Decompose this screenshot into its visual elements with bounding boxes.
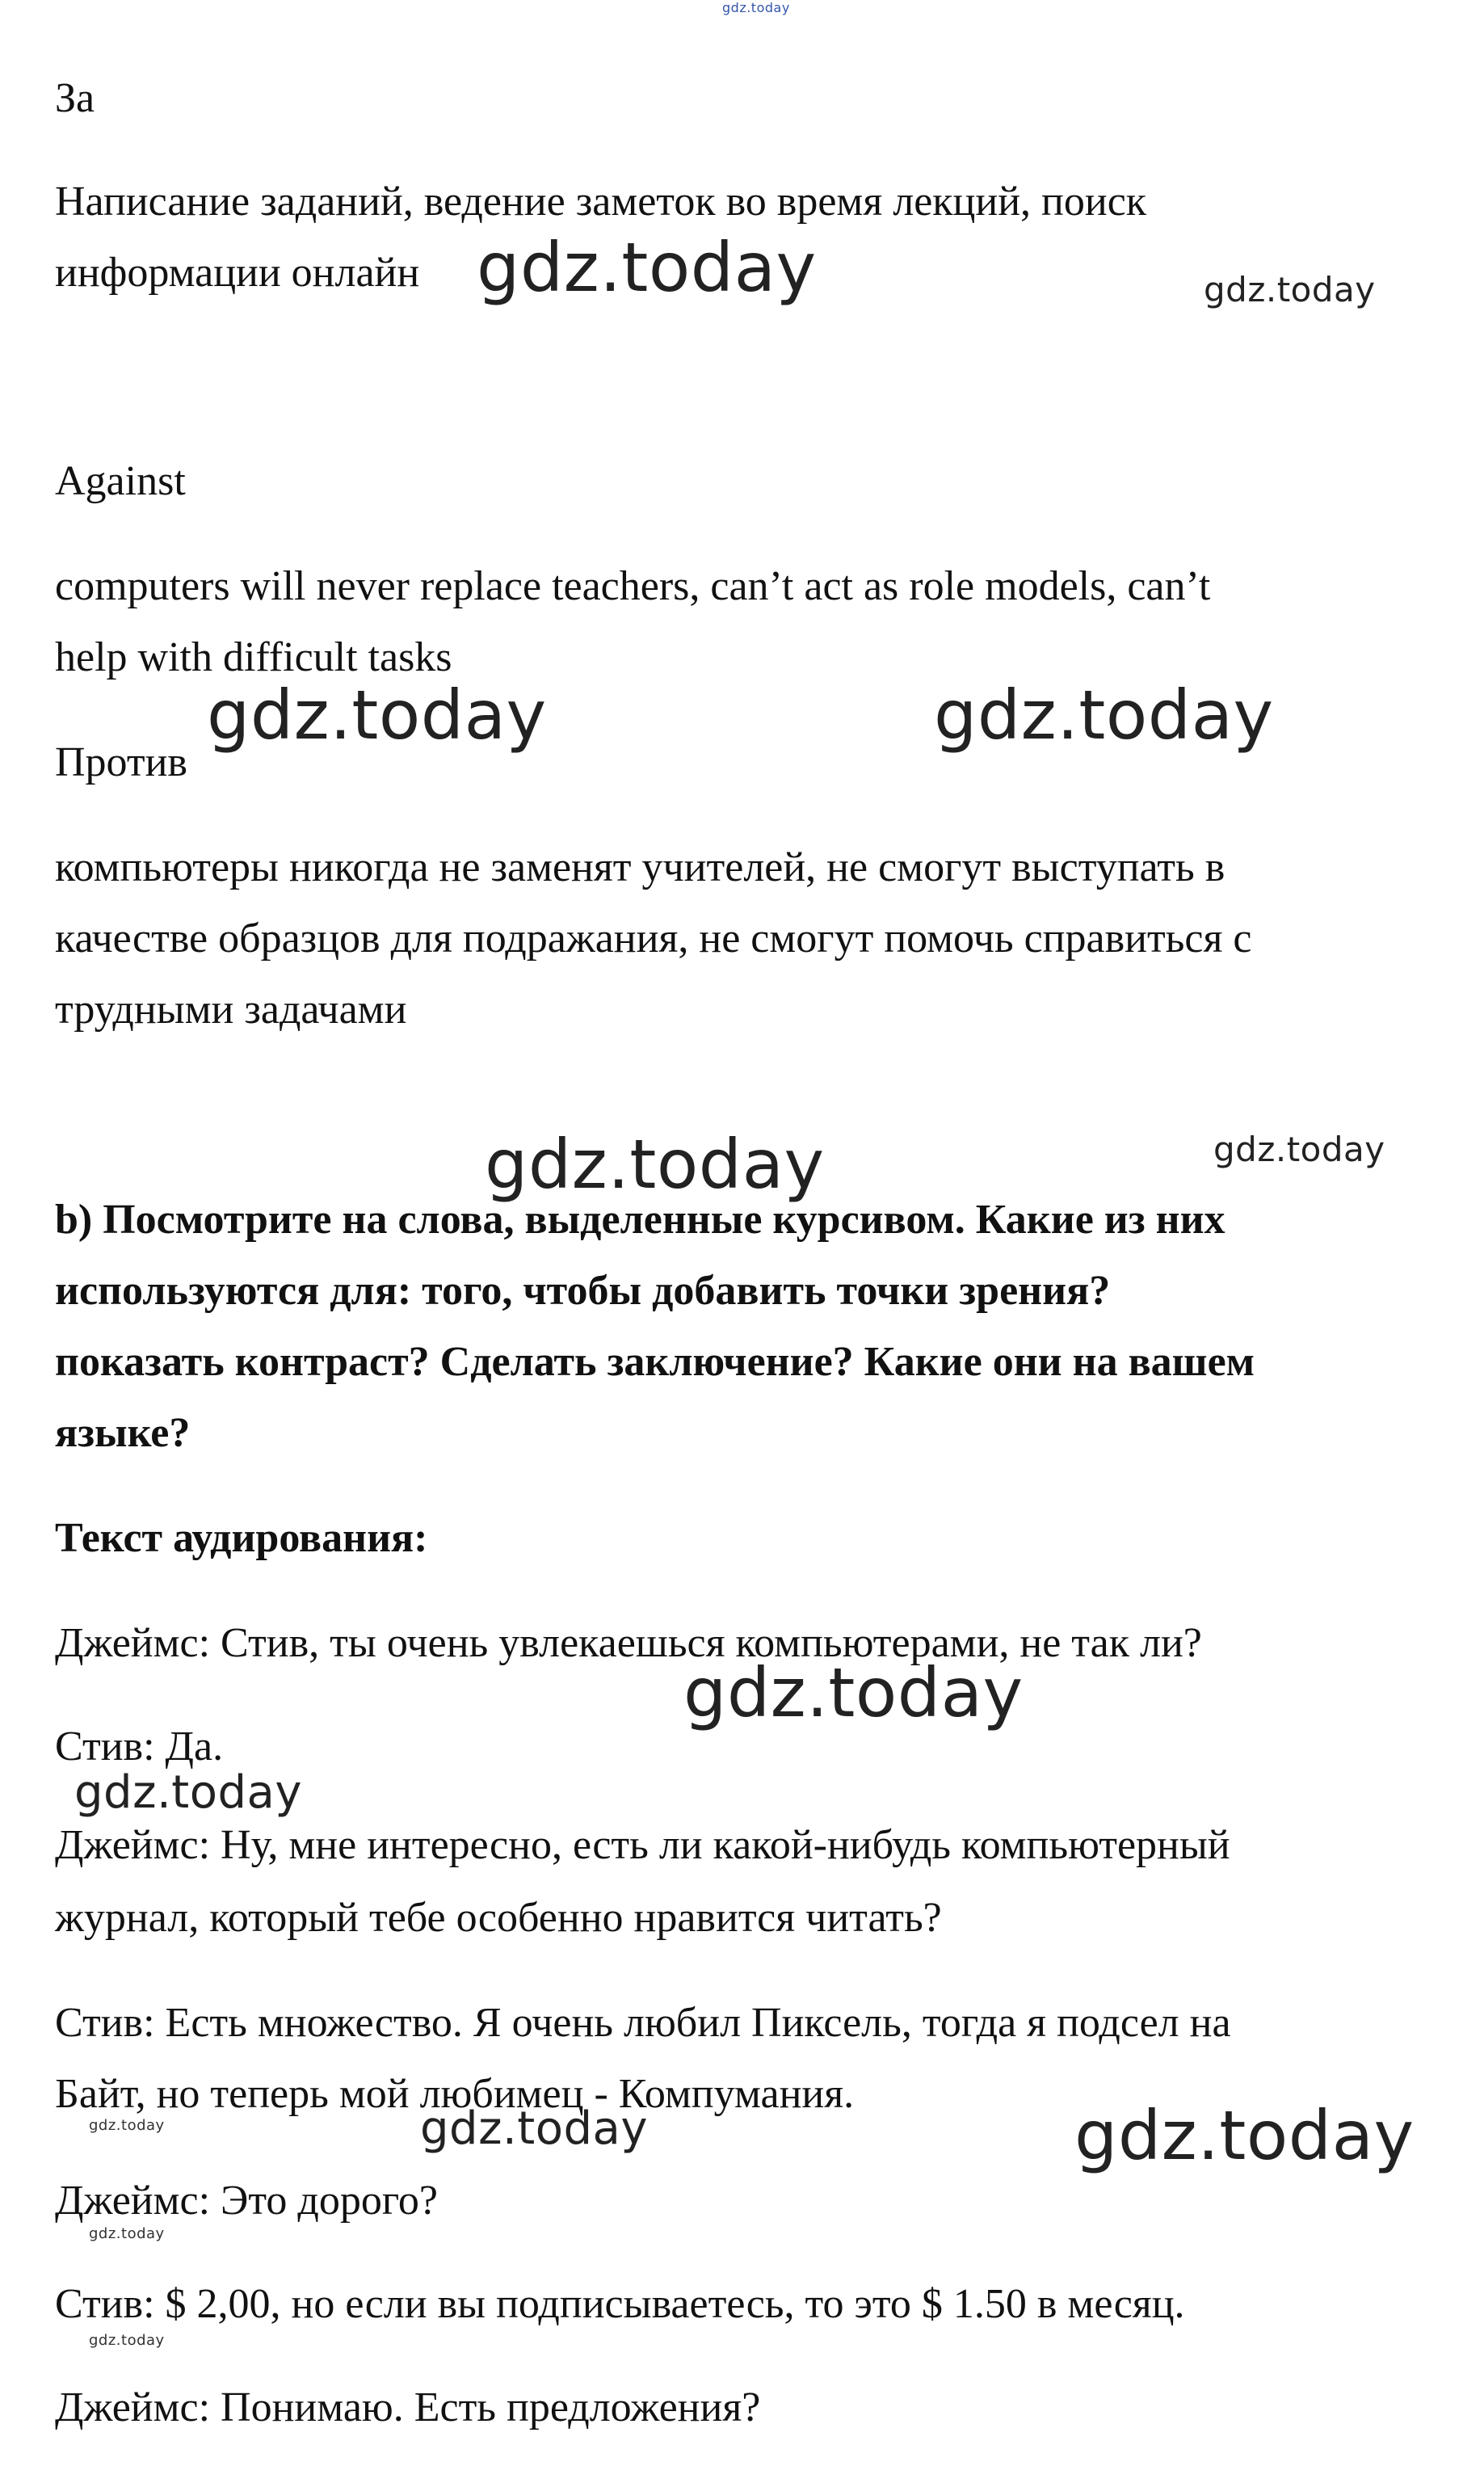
watermark: gdz.today bbox=[74, 1766, 303, 1819]
watermark: gdz.today bbox=[1213, 1130, 1385, 1169]
watermark: gdz.today bbox=[1074, 2096, 1415, 2175]
za-heading: За bbox=[55, 75, 95, 121]
watermark: gdz.today bbox=[89, 2225, 165, 2242]
against-heading: Against bbox=[55, 458, 186, 504]
dialogue-line: Джеймс: Ну, мне интересно, есть ли какой-нибудь компьютерный bbox=[55, 1822, 1230, 1868]
task-b-line: показать контраст? Сделать заключение? Какие они на вашем bbox=[55, 1339, 1255, 1385]
watermark: gdz.today bbox=[934, 675, 1274, 755]
dialogue-line: Джеймс: Понимаю. Есть предложения? bbox=[55, 2384, 761, 2430]
protiv-text-line: компьютеры никогда не заменят учителей, не смогут выступать в bbox=[55, 844, 1225, 890]
dialogue-line: журнал, который тебе особенно нравится читать? bbox=[55, 1895, 942, 1941]
dialogue-line: Джеймс: Стив, ты очень увлекаешься компьютерами, не так ли? bbox=[55, 1620, 1202, 1666]
dialogue-line: Стив: Есть множество. Я очень любил Пиксель, тогда я подсел на bbox=[55, 2000, 1231, 2046]
protiv-text-line: качестве образцов для подражания, не смогут помочь справиться с bbox=[55, 915, 1252, 962]
dialogue-line: Стив: Да. bbox=[55, 1723, 224, 1770]
task-b-line: b) Посмотрите на слова, выделенные курсивом. Какие из них bbox=[55, 1197, 1225, 1243]
dialogue-line: Стив: $ 2,00, но если вы подписываетесь, то это $ 1.50 в месяц. bbox=[55, 2281, 1185, 2327]
watermark: gdz.today bbox=[485, 1125, 825, 1204]
watermark: gdz.today bbox=[89, 2332, 165, 2349]
watermark: gdz.today bbox=[420, 2102, 649, 2155]
watermark: gdz.today bbox=[1204, 270, 1376, 309]
task-b-line: языке? bbox=[55, 1410, 191, 1456]
against-text-line: computers will never replace teachers, can’t act as role models, can’t bbox=[55, 563, 1211, 609]
watermark: gdz.today bbox=[722, 0, 790, 15]
za-text-line: Написание заданий, ведение заметок во время лекций, поиск bbox=[55, 179, 1147, 225]
watermark: gdz.today bbox=[207, 675, 547, 755]
watermark: gdz.today bbox=[477, 228, 817, 307]
dialogue-line: Джеймс: Это дорого? bbox=[55, 2178, 438, 2224]
dialogue-line: Байт, но теперь мой любимец - Компумания. bbox=[55, 2071, 855, 2117]
za-text-line: информации онлайн bbox=[55, 250, 420, 296]
protiv-text-line: трудными задачами bbox=[55, 987, 407, 1033]
against-text-line: help with difficult tasks bbox=[55, 634, 452, 680]
listening-title: Текст аудирования: bbox=[55, 1515, 428, 1561]
protiv-heading: Против bbox=[55, 739, 187, 785]
task-b-line: используются для: того, чтобы добавить точки зрения? bbox=[55, 1268, 1111, 1314]
watermark: gdz.today bbox=[683, 1653, 1024, 1732]
watermark: gdz.today bbox=[89, 2117, 165, 2134]
